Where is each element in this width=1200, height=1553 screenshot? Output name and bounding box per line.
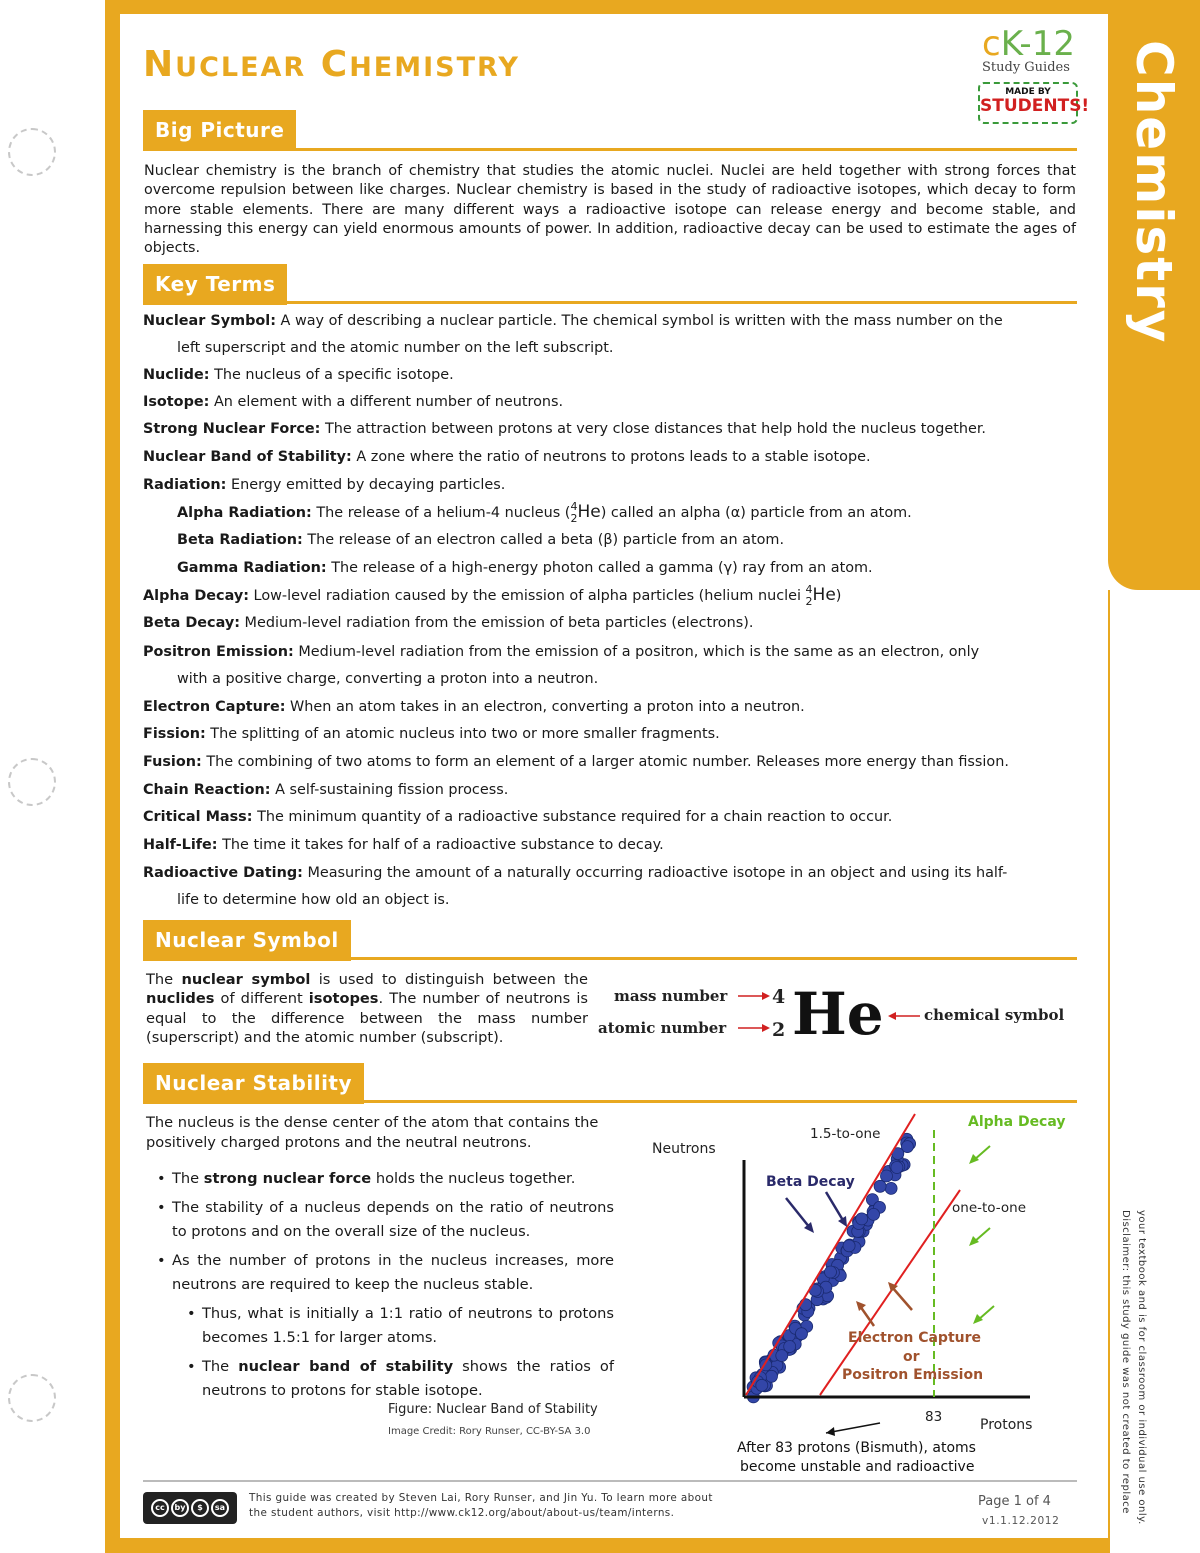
or-label: or [903,1349,920,1365]
nc-icon: $ [191,1499,209,1517]
page-title: NUCLEAR CHEMISTRY [143,44,520,85]
isotope-point [874,1180,886,1192]
x-axis-label: Protons [980,1417,1033,1433]
sa-icon: sa [211,1499,229,1517]
section-heading-nuclear-stability: Nuclear Stability [143,1063,364,1104]
page-frame-right [1108,590,1110,1553]
isotope-point [825,1266,837,1278]
y-axis-label: Neutrons [652,1141,716,1157]
mass-arrow-head [762,992,770,1000]
section-rule [143,301,1077,304]
term-half-life: Half-Life: The time it takes for half of a radioactive substance to decay. [143,837,664,853]
symbol-arrow-head [888,1012,896,1020]
section-rule [143,148,1077,151]
ck12-logo [978,24,1090,126]
term-radioactive-dating: Radioactive Dating: Measuring the amount of a naturally occurring radioactive isotope in an object and using its half- life to determine how old an object is. [143,865,1008,908]
term-radiation: Radiation: Energy emitted by decaying particles. [143,477,506,493]
isotope-point [843,1240,855,1252]
term-nuclear-symbol: Nuclear Symbol: A way of describing a nuclear particle. The chemical symbol is written with the mass number on the left superscript and the atomic number on the left subscript. [143,313,1003,356]
term-beta-decay: Beta Decay: Medium-level radiation from the emission of beta particles (electrons). [143,615,754,631]
term-beta-radiation: Beta Radiation: The release of an electron called a beta (β) particle from an atom. [177,532,785,548]
binder-hole-top [8,128,56,176]
isotope-point [881,1170,893,1182]
nuclear-symbol-text: The nuclear symbol is used to distinguish between the nuclides of different isotopes. The number of neutrons is equal to the difference between the mass number (superscript) and the atomic number (subscript). [146,971,588,1046]
term-fission: Fission: The splitting of an atomic nucleus into two or more smaller fragments. [143,726,720,742]
binder-hole-middle [8,758,56,806]
alpha-decay-label: Alpha Decay [968,1114,1066,1130]
tick-83: 83 [925,1409,943,1425]
isotope-point [784,1341,796,1353]
positron-emission-label: Positron Emission [842,1367,984,1383]
alpha-decay-arrows [969,1146,994,1324]
note-arrow-head [826,1427,835,1436]
disclaimer-line1: Disclaimer: this study guide was not created to replace [1120,1210,1131,1514]
stability-intro: The nucleus is the dense center of the atom that contains the positively charged protons and the neutral neutrons. [146,1114,599,1151]
figure-caption: Figure: Nuclear Band of Stability [388,1402,598,1417]
page-frame-left [105,0,120,1553]
term-critical-mass: Critical Mass: The minimum quantity of a radioactive substance required for a chain reaction to occur. [143,809,893,825]
bullet-band-of-stability: • The nuclear band of stability shows the ratios of neutrons to protons for stable isotope. [146,1355,614,1403]
nuclear-symbol-diagram [598,970,1082,1050]
page-frame-top [105,0,1110,14]
isotope-point [885,1182,897,1194]
term-nuclide: Nuclide: The nucleus of a specific isotope. [143,367,454,383]
isotope-point [856,1213,868,1225]
subject-tab-label: Chemistry [1125,40,1183,345]
chemical-symbol-label: chemical symbol [924,1006,1065,1024]
isotope-point [766,1370,778,1382]
logo-subtitle: Study Guides [982,60,1070,75]
isotope-point [868,1208,880,1220]
term-chain-reaction: Chain Reaction: A self-sustaining fission process. [143,782,509,798]
nuclear-stability-text [146,1113,614,1408]
mass-number-value: 4 [772,986,786,1008]
bullet-strong-force: • The strong nuclear force holds the nucleus together. [146,1167,614,1191]
beta-decay-arrows [786,1192,847,1233]
isotope-point [891,1162,903,1174]
label-one-to-one: one-to-one [952,1200,1027,1216]
electron-capture-label: Electron Capture [848,1330,982,1346]
mass-number-label: mass number [614,987,728,1005]
term-fusion: Fusion: The combining of two atoms to form an element of a larger atomic number. Releases more energy than fission. [143,754,1009,770]
beta-decay-label: Beta Decay [766,1174,855,1190]
element-symbol: He [792,980,884,1048]
footer-credit: This guide was created by Steven Lai, Rory Runser, and Jin Yu. To learn more about the student authors, visit http://www.ck12.org/about/about-us/team/interns. [249,1492,713,1519]
electron-capture-arrows [856,1282,912,1326]
footer-rule [143,1480,1077,1482]
cc-icon: cc [151,1499,169,1517]
by-icon: by [171,1499,189,1517]
term-positron-emission: Positron Emission: Medium-level radiation from the emission of a positron, which is the same as an electron, only with a positive charge, converting a proton into a neutron. [143,644,980,687]
logo-brand: cK-12 [982,24,1075,64]
disclaimer [1118,1210,1158,1540]
term-band-of-stability: Nuclear Band of Stability: A zone where the ratio of neutrons to protons leads to a stable isotope. [143,449,871,465]
term-strong-nuclear-force: Strong Nuclear Force: The attraction between protons at very close distances that help hold the nucleus together. [143,421,986,437]
section-heading-nuclear-symbol: Nuclear Symbol [143,920,351,961]
line-1-5-to-one [746,1114,915,1395]
disclaimer-line2: your textbook and is for classroom or individual use only. [1136,1210,1147,1525]
section-heading-big-picture: Big Picture [143,110,296,151]
bismuth-note-line1: After 83 protons (Bismuth), atoms [737,1440,976,1456]
page-frame-bottom [105,1538,1110,1553]
isotope-point [756,1379,768,1391]
band-of-stability-chart [640,1100,1080,1480]
label-1-5-to-one: 1.5-to-one [810,1126,881,1142]
creative-commons-badge [143,1492,237,1524]
image-credit: Image Credit: Rory Runser, CC-BY-SA 3.0 [388,1426,591,1437]
term-electron-capture: Electron Capture: When an atom takes in an electron, converting a proton into a neutron. [143,699,805,715]
binder-hole-bottom [8,1374,56,1422]
term-alpha-decay: Alpha Decay: Low-level radiation caused by the emission of alpha particles (helium nuclei 4 2He) [143,583,842,608]
big-picture-text: Nuclear chemistry is the branch of chemistry that studies the atomic nuclei. Nuclei are held together with strong forces that overcome repulsion between like charges. Nuclear chemistry is based in the study of radioactive isotopes, which decay to form more stable elements. There are many different ways a radioactive isotope can release energy and become stable, and harnessing this energy can yield enormous amounts of power. In addition, radioactive decay can be used to estimate the ages of objects. [144,163,1076,257]
section-rule [143,957,1077,960]
page-number: Page 1 of 4 [978,1494,1051,1509]
bullet-ratio-change: • Thus, what is initially a 1:1 ratio of neutrons to protons becomes 1.5:1 for larger atoms. [146,1302,614,1350]
section-heading-key-terms: Key Terms [143,264,287,305]
term-gamma-radiation: Gamma Radiation: The release of a high-energy photon called a gamma (γ) ray from an atom. [177,560,873,576]
bismuth-note-line2: become unstable and radioactive [740,1459,975,1475]
isotope-point [796,1328,808,1340]
atomic-number-label: atomic number [598,1019,727,1037]
atomic-arrow-head [762,1024,770,1032]
made-by-students-badge: MADE BY STUDENTS! [978,82,1078,124]
he-nuclide-sup-sub: 4 2 [570,500,578,525]
bullet-stability-ratio: • The stability of a nucleus depends on the ratio of neutrons to protons and on the overall size of the nucleus. [146,1196,614,1244]
he-nuclide-sup-sub: 4 2 [805,583,813,608]
bullet-more-neutrons: • As the number of protons in the nucleus increases, more neutrons are required to keep the nucleus stable. [146,1249,614,1297]
term-isotope: Isotope: An element with a different number of neutrons. [143,394,564,410]
term-alpha-radiation: Alpha Radiation: The release of a helium-4 nucleus (4 2He) called an alpha (α) particle from an atom. [177,500,912,525]
version: v1.1.12.2012 [982,1515,1060,1527]
atomic-number-value: 2 [772,1019,786,1041]
